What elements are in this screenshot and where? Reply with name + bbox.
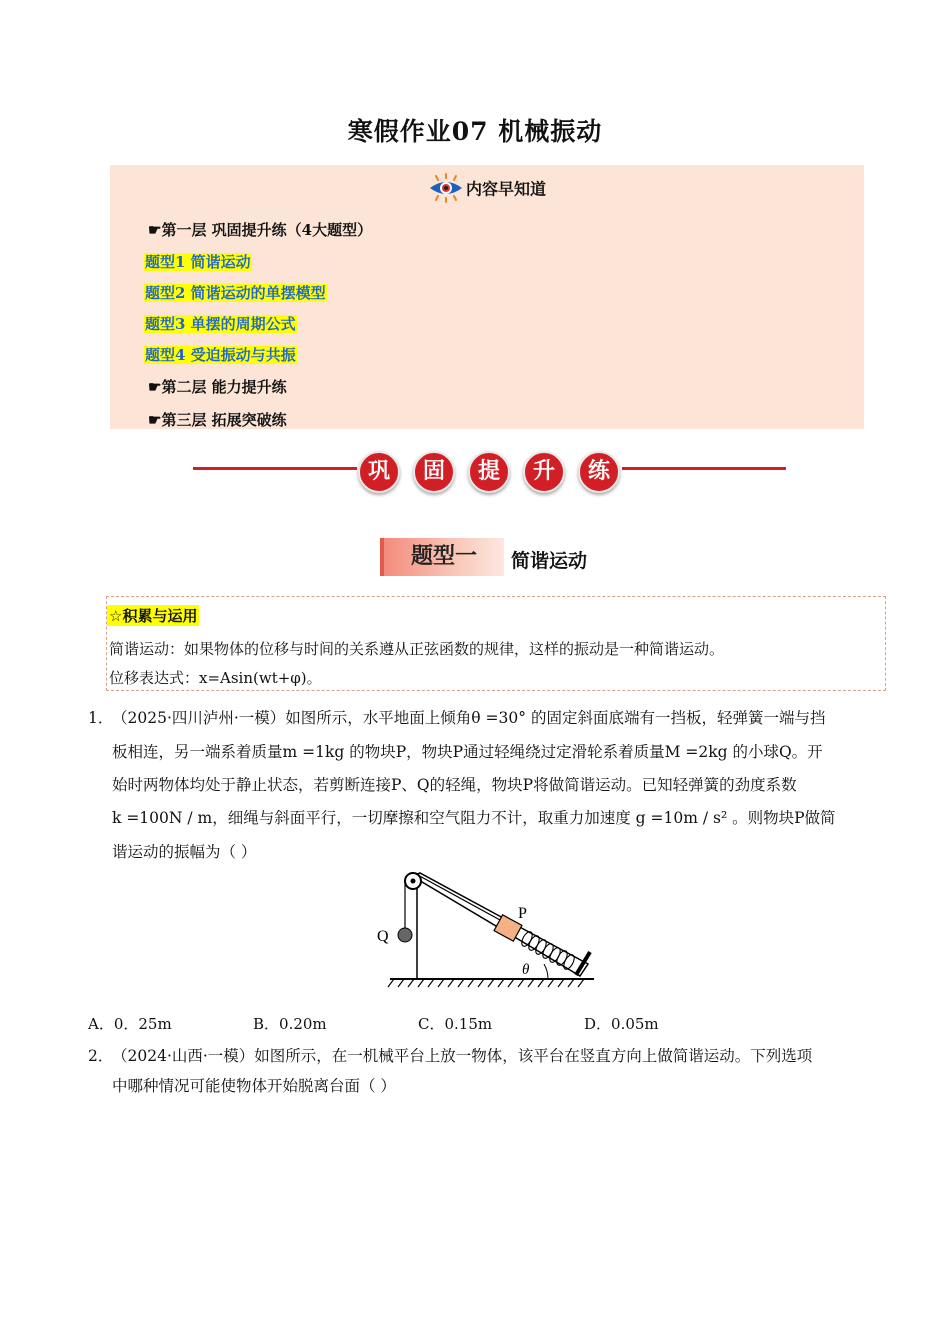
- toc-heading: [110, 173, 864, 207]
- q1-line-4: k =100N / m，细绳与斜面平行，一切摩擦和空气阻力不计，取重力加速度 g =10m / s² 。则物块P做简: [112, 809, 836, 827]
- label-theta: θ: [522, 962, 530, 978]
- toc-item-layer1[interactable]: ☛第一层 巩固提升练（4大题型）: [148, 221, 373, 239]
- banner-char-1: 巩: [358, 451, 400, 493]
- section-tag: 题型一: [380, 538, 504, 576]
- banner-line-left: [193, 467, 357, 470]
- page-title: 寒假作业07 机械振动: [347, 117, 603, 146]
- toc-item-type1[interactable]: 题型1 简谐运动: [145, 253, 251, 271]
- q2-line-1: （2024·山西·一模）如图所示，在一机械平台上放一物体，该平台在竖直方向上做简谐运动。下列选项: [112, 1047, 813, 1065]
- banner-char-4: 升: [523, 451, 565, 493]
- toc-heading-text: 内容早知道: [465, 179, 546, 199]
- q1-line-2: 板相连，另一端系着质量m =1kg 的物块P，物块P通过轻绳绕过定滑轮系着质量M =2kg 的小球Q。开: [112, 743, 823, 761]
- toc-item-type2[interactable]: 题型2 简谐运动的单摆模型: [145, 284, 326, 302]
- toc-box: [110, 165, 864, 429]
- label-q: Q: [377, 928, 389, 945]
- q1-option-a[interactable]: A．0．25m: [88, 1015, 172, 1033]
- knowledge-box: [106, 596, 886, 691]
- label-p: P: [518, 905, 527, 922]
- knowledge-tag: ☆积累与运用: [109, 607, 198, 625]
- q1-line-3: 始时两物体均处于静止状态，若剪断连接P、Q的轻绳，物块P将做简谐运动。已知轻弹簧的劲度系数: [112, 776, 797, 794]
- q1-line-5: 谐运动的振幅为（ ）: [112, 843, 257, 861]
- q1-line-1: （2025·四川泸州·一模）如图所示，水平地面上倾角θ =30° 的固定斜面底端有一挡板，轻弹簧一端与挡: [112, 709, 826, 727]
- banner-char-5: 练: [578, 451, 620, 493]
- q2-line-2: 中哪种情况可能使物体开始脱离台面（ ）: [112, 1077, 396, 1095]
- banner-char-2: 固: [413, 451, 455, 493]
- toc-item-layer3[interactable]: ☛第三层 拓展突破练: [148, 411, 287, 429]
- toc-item-type4[interactable]: 题型4 受迫振动与共振: [145, 346, 296, 364]
- eye-icon: [428, 173, 464, 207]
- banner-line-right: [622, 467, 786, 470]
- knowledge-line-2: 位移表达式：x=Asin(wt+φ)。: [109, 669, 322, 687]
- q1-option-c[interactable]: C．0.15m: [418, 1015, 493, 1033]
- incline-figure: [372, 866, 608, 990]
- q1-number: 1．: [88, 709, 114, 727]
- section-label: 简谐运动: [511, 550, 588, 572]
- knowledge-line-1: 简谐运动：如果物体的位移与时间的关系遵从正弦函数的规律，这样的振动是一种简谐运动。: [109, 640, 725, 658]
- q1-option-d[interactable]: D．0.05m: [584, 1015, 659, 1033]
- banner-char-3: 提: [468, 451, 510, 493]
- q2-number: 2．: [88, 1047, 114, 1065]
- q1-option-b[interactable]: B．0.20m: [253, 1015, 327, 1033]
- toc-item-type3[interactable]: 题型3 单摆的周期公式: [145, 315, 296, 333]
- toc-item-layer2[interactable]: ☛第二层 能力提升练: [148, 378, 287, 396]
